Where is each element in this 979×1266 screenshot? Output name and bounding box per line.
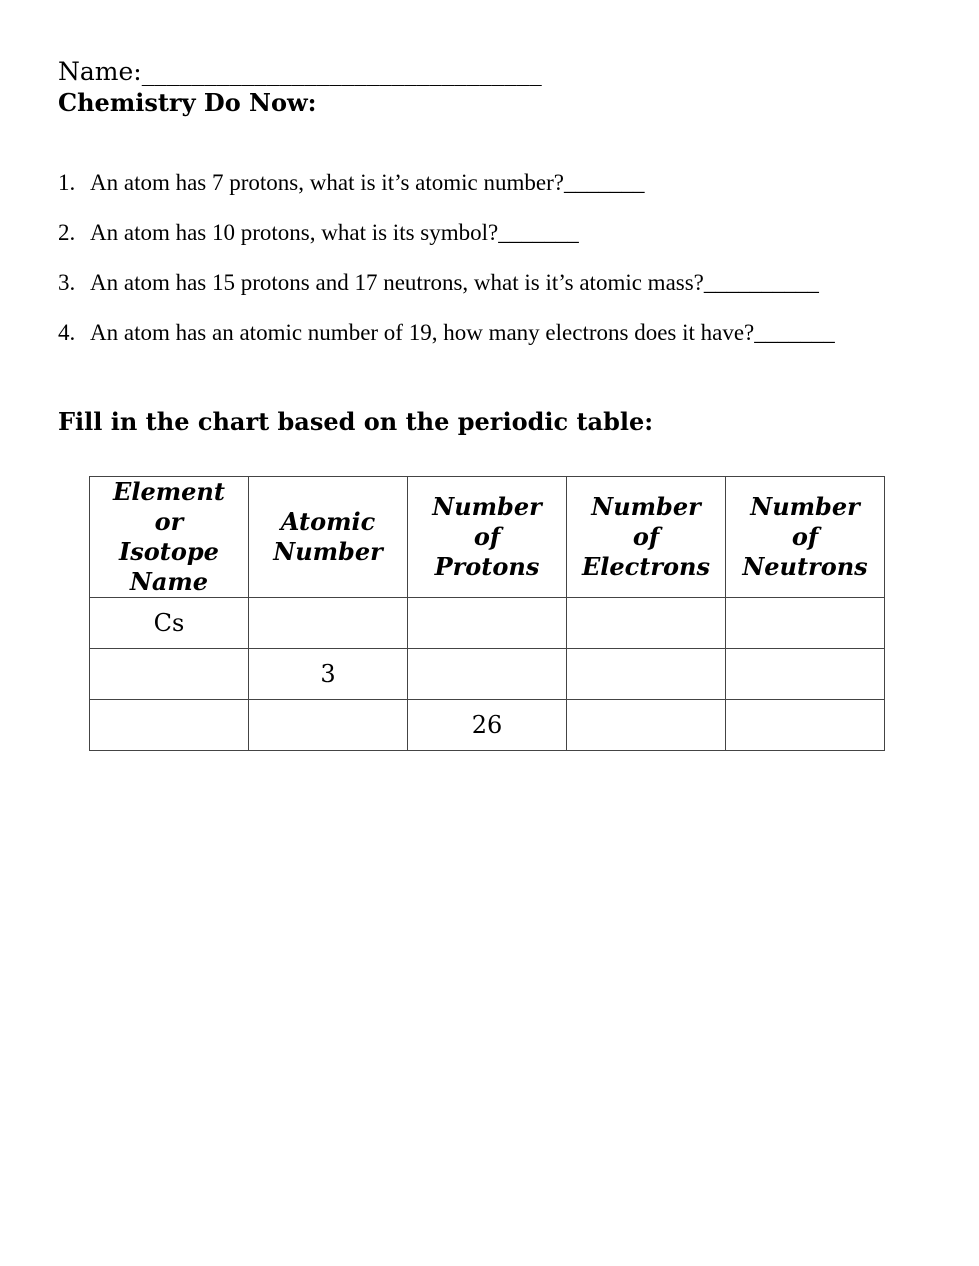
question-text: An atom has 15 protons and 17 neutrons, what is it’s atomic mass?__________ [90,270,819,295]
table-row [90,649,885,700]
table-cell [90,649,249,700]
table-cell [408,598,567,649]
periodic-chart-table [89,476,885,751]
table-row [90,700,885,751]
table-cell [408,649,567,700]
table-cell [726,700,885,751]
column-header-electrons: Number of Electrons [567,477,726,598]
table-cell [567,700,726,751]
section-title: Fill in the chart based on the periodic table: [58,407,654,436]
question-text: An atom has 7 protons, what is it’s atomic number?_______ [90,170,645,195]
column-header-protons: Number of Protons [408,477,567,598]
table-cell [567,649,726,700]
table-cell: 3 [249,649,408,700]
table-row [90,598,885,649]
question-number: 3. [58,270,76,295]
column-header-atomic-number: Atomic Number [249,477,408,598]
question-number: 2. [58,220,76,245]
question-item [58,166,835,216]
page-title: Chemistry Do Now: [58,88,317,117]
question-item [58,216,835,266]
question-text: An atom has 10 protons, what is its symbol?_______ [90,220,579,245]
question-number: 4. [58,320,76,345]
question-number: 1. [58,170,76,195]
question-list [58,166,835,366]
table-header-row [90,477,885,598]
question-item [58,316,835,366]
question-text: An atom has an atomic number of 19, how many electrons does it have?_______ [90,320,835,345]
table-cell [249,598,408,649]
table-cell [249,700,408,751]
column-header-element: Element or Isotope Name [90,477,249,598]
table-cell [726,598,885,649]
question-item [58,266,835,316]
table-cell: 26 [408,700,567,751]
column-header-neutrons: Number of Neutrons [726,477,885,598]
name-field-line: Name:________________________________ [58,57,542,86]
table-cell [726,649,885,700]
table-cell [90,700,249,751]
table-cell [567,598,726,649]
table-cell: Cs [90,598,249,649]
